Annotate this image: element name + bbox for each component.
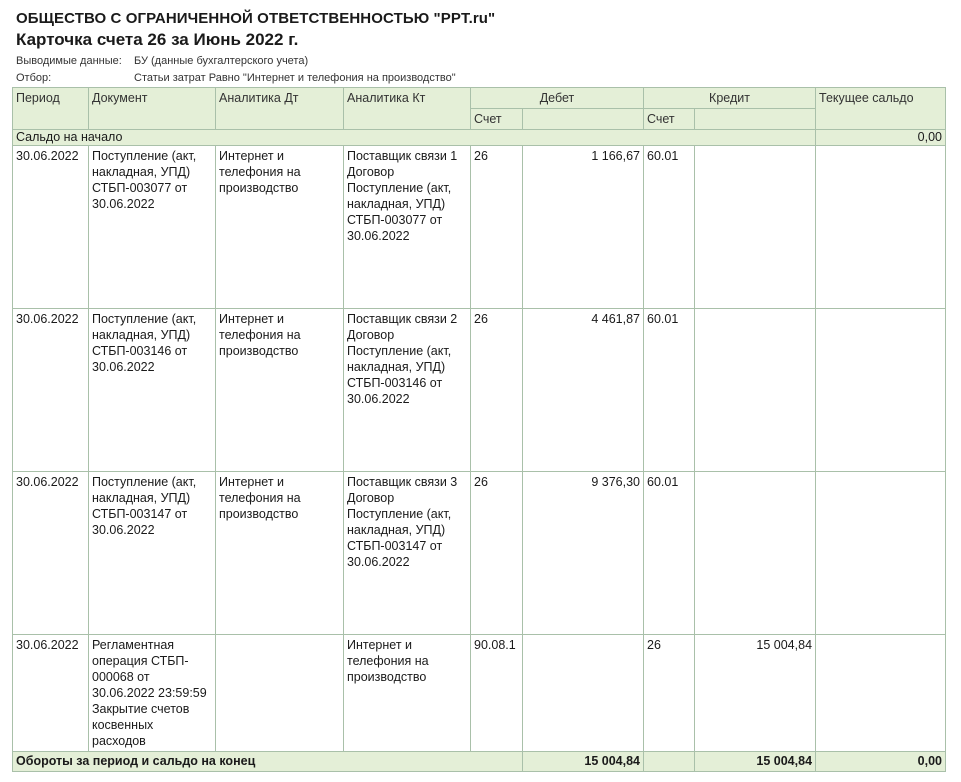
totals-credit: 15 004,84 [695, 752, 816, 772]
totals-credit-account [644, 752, 695, 772]
row-analytics-dt: Интернет и телефония на производство [216, 472, 344, 635]
filter-value: Статьи затрат Равно "Интернет и телефония на производство" [134, 72, 456, 84]
opening-balance-row [13, 130, 946, 146]
col-period: Период [13, 88, 89, 130]
header-row-1 [13, 88, 946, 109]
account-card-table [12, 87, 946, 772]
row-debit-amount: 1 166,67 [523, 146, 644, 309]
row-debit-amount: 4 461,87 [523, 309, 644, 472]
row-analytics-kt: Поставщик связи 1 Договор Поступление (акт, накладная, УПД) СТБП-003077 от 30.06.2022 [344, 146, 471, 309]
col-debit-amount [523, 109, 644, 130]
row-debit-account: 26 [471, 309, 523, 472]
row-debit-amount: 9 376,30 [523, 472, 644, 635]
table-row [13, 309, 946, 472]
col-debit: Дебет [471, 88, 644, 109]
col-analytics-kt: Аналитика Кт [344, 88, 471, 130]
row-debit-account: 26 [471, 472, 523, 635]
col-credit: Кредит [644, 88, 816, 109]
output-data-label: Выводимые данные: [16, 55, 122, 67]
output-data-value: БУ (данные бухгалтерского учета) [134, 55, 309, 67]
row-period: 30.06.2022 [13, 146, 89, 309]
organization-name: ОБЩЕСТВО С ОГРАНИЧЕННОЙ ОТВЕТСТВЕННОСТЬЮ "PPT.ru" [16, 10, 496, 27]
row-credit-account: 60.01 [644, 472, 695, 635]
row-document: Поступление (акт, накладная, УПД) СТБП-003146 от 30.06.2022 [89, 309, 216, 472]
row-analytics-dt: Интернет и телефония на производство [216, 146, 344, 309]
totals-debit: 15 004,84 [523, 752, 644, 772]
row-balance [816, 472, 946, 635]
table-row [13, 472, 946, 635]
totals-balance: 0,00 [816, 752, 946, 772]
row-debit-account: 90.08.1 [471, 635, 523, 752]
col-balance: Текущее сальдо [816, 88, 946, 130]
row-period: 30.06.2022 [13, 635, 89, 752]
col-credit-amount [695, 109, 816, 130]
totals-row [13, 752, 946, 772]
row-analytics-dt [216, 635, 344, 752]
filter-label: Отбор: [16, 72, 52, 84]
filter-line [16, 72, 456, 84]
totals-label: Обороты за период и сальдо на конец [13, 752, 523, 772]
row-document: Поступление (акт, накладная, УПД) СТБП-003147 от 30.06.2022 [89, 472, 216, 635]
row-credit-amount [695, 309, 816, 472]
row-analytics-dt: Интернет и телефония на производство [216, 309, 344, 472]
opening-balance-value: 0,00 [816, 130, 946, 146]
row-credit-account: 60.01 [644, 146, 695, 309]
row-analytics-kt: Поставщик связи 3 Договор Поступление (акт, накладная, УПД) СТБП-003147 от 30.06.2022 [344, 472, 471, 635]
row-document: Регламентная операция СТБП- 000068 от 30.06.2022 23:59:59 Закрытие счетов косвенных расходов [89, 635, 216, 752]
col-analytics-dt: Аналитика Дт [216, 88, 344, 130]
row-balance [816, 146, 946, 309]
row-credit-account: 60.01 [644, 309, 695, 472]
row-period: 30.06.2022 [13, 309, 89, 472]
row-document: Поступление (акт, накладная, УПД) СТБП-003077 от 30.06.2022 [89, 146, 216, 309]
col-document: Документ [89, 88, 216, 130]
row-balance [816, 309, 946, 472]
row-analytics-kt: Интернет и телефония на производство [344, 635, 471, 752]
col-debit-account: Счет [471, 109, 523, 130]
report-title: Карточка счета 26 за Июнь 2022 г. [16, 30, 299, 49]
row-debit-account: 26 [471, 146, 523, 309]
row-debit-amount [523, 635, 644, 752]
row-balance [816, 635, 946, 752]
row-credit-amount: 15 004,84 [695, 635, 816, 752]
row-analytics-kt: Поставщик связи 2 Договор Поступление (акт, накладная, УПД) СТБП-003146 от 30.06.2022 [344, 309, 471, 472]
table-row [13, 146, 946, 309]
row-credit-account: 26 [644, 635, 695, 752]
row-period: 30.06.2022 [13, 472, 89, 635]
row-credit-amount [695, 146, 816, 309]
opening-balance-label: Сальдо на начало [13, 130, 816, 146]
output-data-line [16, 55, 308, 67]
col-credit-account: Счет [644, 109, 695, 130]
row-credit-amount [695, 472, 816, 635]
table-row [13, 635, 946, 752]
